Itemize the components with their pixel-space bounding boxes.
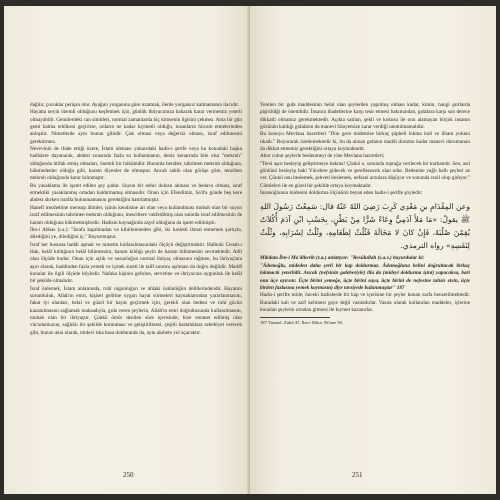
right-page [250,6,496,494]
page-number-left: 250 [123,471,134,479]
footnote-rule [260,317,330,318]
left-page-text: dağılır, çocuklar perişan olur. Ayağını yorganına göre uzatmak, ilerde yorgansız kalmamanın ilacıdır. Hayatta neyin önemli olduğunu keşfetmek için, günlük ihtiyacımıza bakarak karar vermemiz yeterli olmayabilir. Gemilerdeki can simitleri, normal zamanlarda hiç kimsenin ilgisini çekmez. Ama bir gün gemi batma tehlikesi geçirirse, onların ne kadar kıymetli olduğu, insanların hücum etmelerinden anlaşılır. Nimetlerde aynı bunun gibidir. Çok olması veya değersiz olması, israf edilmesini gerektirmez. Nevevinin de ifade ettiği üzere, İslam uleması yukarıdaki hadis-i şerife veya bu konudaki başka hadislere dayanarak, abdest sırasında fazla su kullanmanın, deniz kenarında bile olsa "mekruh" olduğunda ittifak etmiş olmaları, önemli bir hükümdür. Bununla beraber, tahrimen mekruh olduğuna, hükmedenler olduğu gibi, haram diyenler de olmuştur. Ancak sahih olan görüşe göre, tenzihen mekruh olduğunda karar kılınmıştır. Bu yasaklama ile işaret edilen şey şudur. Suyun bir nehir dolusu akması ve bedava olması, israf etmektiki yasaklanmış ortadan kaldırmamış olmasıdır. Onun için Efendimiz, Sa'd'a günde beş kere abdest alırken israfla bulunmamasını gerektiğini hatırlatmıştır. Hanefî mezhebine mensup âlimler, işinin kendisine ait olan veya kullanılması mubah olan bir suyun israf edilmesinin tahrimen mekruh olduğunu, mescitlere vakfedilmiş olan sularda israf edilmesinin de haram olduğuna hükmetmişlerdir. Hadisin kaynağında zayıf olduğuna da işaret edilmiştir. İbn-i Abbas (r.a.): "İsrafa kapılmadan ve kibirlenmeden gibi, iki hasletti ihmal etmemek şartıyla, dilediğini ye, dilediğini iç." Buyurmuştur. İsraf her hususta haddi aşmak ve nimetin kullanılmasındaki ölçüyü değiştirmektir. Halbuki Cenab-ı Hak, helâl kıldığının helâl bilinmesini, haram kıldığı şeyin de haram bilinmesini sevmektedir. Adil olan ölçüde budur. Onun için açlık ve susuzluğun normal ihtiyaç olmasına rağmen, bu ihtiyaçlara aşırı olarak, haddinden fazla yemek ve içmek sureti ile talif sınırını aşılması da doğru değildir. Maddî konular ile ilgili ölçüde böyledir. Nafaka kişinin gelirine, servetine ve ihtiyacına uygunluk ile helâl bir şekilde olmalıdır. İsraf önlemek, İslam anlamında, ruhî olgunluğun ve ahlaki üstünlüğün delillerindendir. Hayatını sorumluluk, Allah'ın emri, kişisel gelirine uygun hayat sürmeleri kaynaklarından yararlanmasını, fakat iyi olanları, helal ve güzel bir hayat geçirmek için, gerekli olan bedeni ve ruhî gücün kazanılmasını sağlamak maksadıyla, gıda veren şeylerin, Allah'ın emri doğrultusunda kullanılmasını, mubah olan bir ihtiyaçtır. Çünkü ömür denilen süre içerisinde, bize emanet edilmiş olan vücudumuzun, sağlıklı bir şekilde korunması ve geliştirilmesi, çeşitli hastalıklara sebebiyet verecek gibi, bunun aksi olarak, midevi tıka basa doldurarak da, aynı akıbete yol açacaktır. [30,102,242,336]
right-page-text-top: Yenilen bir gıda maddesinin helal olan şeylerden yapılmış olması kadar, kimin, hangi şartlarda pişirildiği de önemlidir. İnsanın ibadetlerine karşı tesir etmesi bakımından, gıdalara karşı son derece dikkatli olmamız gerekmektedir. Açıkta satılan, şekli ve kokusu ile onu alamayan birçok insanın gözünün kaldığı gıdaların da manevi bünyemize zarar verdiği unutulmamalıdır. Bu konuyu Mevlana hazretleri "Dün gece midemize birkaç şüpheli lokma indi ve ilham yolunu tıkadı." Buyurarak özetlemektedir ki, bu da alınan gıdanın maddi durumu kadar manevi durumunun da dikkat etmemiz gerektiğini ortaya koymaktadır. Abur cubur şeylerle beslenmeyi de yine Mevlana hazretleri; "Tersi aşırı besleyip geliştirmeye bakma! Çünkü o, sonunda toprağa verilecek bir kurbandır. Sen, asıl gönlünü besleyip bak! Yücelere gidecek ve şereflenecek olan odur. Bedenine yağlı ballı şeyleri az ver. Çünkü onu beslemek, şehveti beslemek, nefsani arzulara düşüyor ve sonunda rezil olup gidiyor." Cümleleri ile en güzel bir şekilde ortaya koymaktadır. İnsanoğlunun midesini doldurma ölçüsünü beyan eden hadis-i şerifte şöyledir: [260,102,470,197]
right-page-text-bottom: Hadis-i şerifte mide; önceki hadislerde bir kap ve içerisine bir şeyler konan zarfa benzetilmektedir. Buradaki kab ve zarf kelimesi gaye değil vasıtadırlar. Vasıta olarak kullanılan maddeler, içlerine konulan şeylerin ortadan gitmesi ile kıymet kazanırlar. [260,292,470,313]
arabic-hadith-text: وعن المِقْدَامِ بنِ مَعْدِي كَرِبَ رَضِيَ اللهُ عَنْهُ قال: سَمِعْتُ رَسُولَ اللهِ ﷺ يقولُ: «مَا مَلأَ آدَمِيٌّ وِعَاءً شَرًّا مِنْ بَطْنٍ، بِحَسْبِ ابْنِ آدَمَ أُكُلاَتٌ يُقِمْنَ صُلْبَهُ، فَإِنْ كانَ لا مَحَالَةَ فَثُلُثٌ لِطَعَامِهِ، وثُلُثٌ لِشَرَابِهِ، وثُلُثٌ لِنَفَسِهِ» رواه الترمذي. [260,202,470,251]
footnote: 187 Tirmizî, Zühd 47; İbn-i Mâce, Et'ime 50, [260,320,343,326]
hadith-translation: Mikdam İbn-i Ma'dikerib (r.a.) anlatıyor: "Resûlullah (s.a.v.) buyurdular ki: "Âdemoğlu, mideden daha şerli bir kap doldurmaz. Âdemoğluna belini doğrultacak birkaç lokmacık yeterlidir. Ancak (nefsinin galebesiyle) illa da (mideyi doldurma işini) yapacaksa, bari onu üçe ayırsın: Üçte birini yemeğe, üçte birini suya, üçte birini de nefesine tahsis etsin, üçte birden fazlasına yemek koymasın) diye tavsiyede bulunmuştur" 187 [260,255,470,291]
left-page [4,6,250,494]
page-number-right: 251 [352,471,363,479]
